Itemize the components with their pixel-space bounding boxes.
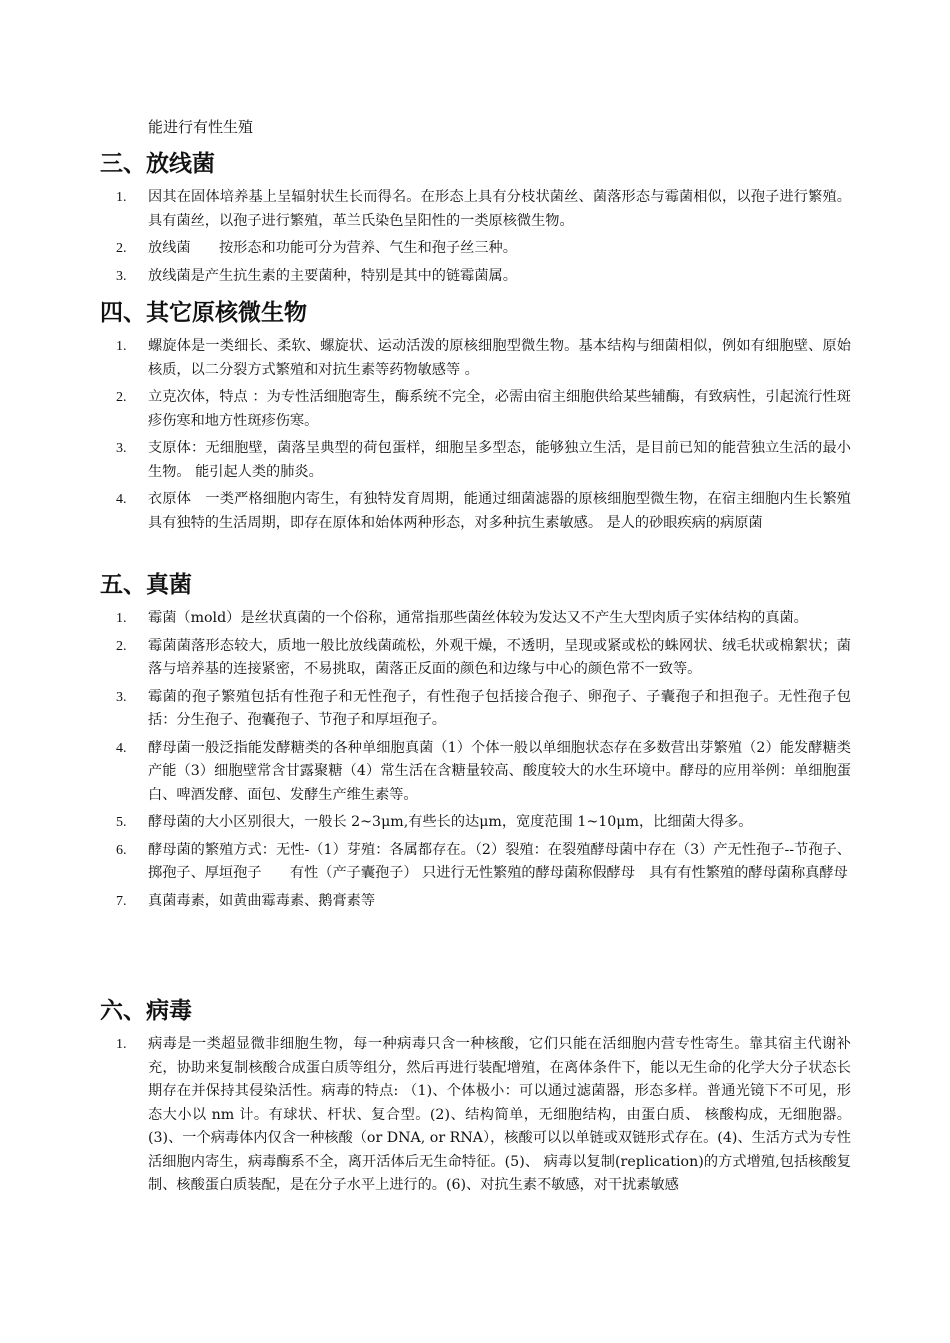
list-item (100, 607, 851, 631)
list-item (100, 811, 851, 835)
item-text: 支原体：无细胞壁，菌落呈典型的荷包蛋样，细胞呈多型态，能够独立生活，是目前已知的能营独立生活的最小生物。 能引起人类的肺炎。 (148, 440, 851, 480)
item-text: 病毒是一类超显微非细胞生物，每一种病毒只含一种核酸，它们只能在活细胞内营专性寄生。靠其宿主代谢补充，协助来复制核酸合成蛋白质等组分，然后再进行装配增殖，在离体条件下，能以无生命的化学大分子状态长期存在并保持其侵染活性。病毒的特点: （1)、个体极小：可以通过滤菌器，形态多样。普通光镜下不可见，形态大小以 nm 计。有球状、杆状、复合型。(2)、结构简单，无细胞结构，由蛋白质、 核酸构成，无细胞器。(3)、一个病毒体内仅含一种核酸（or DNA, or RNA），核酸可以以单链或双链形式存在。(4)、生活方式为专性活细胞内寄生，病毒酶系不全，离开活体后无生命特征。(5)、 病毒以复制(replication)的方式增殖,包括核酸复制、核酸蛋白质装配，是在分子水平上进行的。(6)、对抗生素不敏感，对干扰素敏感 (148, 1036, 851, 1193)
item-number: 3. (116, 441, 127, 456)
list-item (100, 437, 851, 484)
item-text: 立克次体，特点 ：为专性活细胞寄生，酶系统不完全，必需由宿主细胞供给某些辅酶，有致病性，引起流行性斑疹伤寒和地方性斑疹伤寒。 (148, 389, 851, 429)
item-text: 放线菌是产生抗生素的主要菌种，特别是其中的链霉菌属。 (148, 267, 517, 284)
item-text: 酵母菌的大小区别很大，一般长 2~3μm,有些长的达μm，宽度范围 1~10μm，比细菌大得多。 (148, 814, 753, 830)
continuation-text: 能进行有性生殖 (148, 118, 254, 136)
item-number: 5. (116, 815, 127, 830)
item-number: 6. (116, 842, 127, 858)
section-other-prokaryotes (100, 295, 860, 539)
list-item (100, 237, 851, 261)
item-number: 3. (116, 268, 127, 284)
item-text: 霉菌菌落形态较大，质地一般比放线菌疏松，外观干燥，不透明，呈现或紧或松的蛛网状、绒毛状或棉絮状；菌落与培养基的连接紧密，不易挑取，菌落正反面的颜色和边缘与中心的颜色常不一致等。 (148, 637, 851, 677)
list-item (100, 335, 851, 382)
section-heading: 五、真菌 (100, 572, 192, 598)
item-text: 放线菌 按形态和功能可分为营养、气生和孢子丝三种。 (148, 240, 517, 256)
item-number: 4. (116, 740, 127, 756)
section-viruses (100, 993, 860, 1202)
item-text: 酵母菌的繁殖方式：无性-（1）芽殖：各属都存在。（2）裂殖：在裂殖酵母菌中存在（3）产无性孢子--节孢子、掷孢子、厚垣孢子 有性（产子囊孢子） 只进行无性繁殖的酵母菌称假酵母 具有有性繁殖的酵母菌称真酵母 (148, 841, 851, 881)
list-item (100, 488, 851, 535)
item-number: 1. (116, 1037, 127, 1052)
item-text: 酵母菌一般泛指能发酵糖类的各种单细胞真菌（1）个体一般以单细胞状态存在多数营出芽繁殖（2）能发酵糖类产能（3）细胞壁常含甘露聚糖（4）常生活在含糖量较高、酸度较大的水生环境中。酵母的应用举例：单细胞蛋白、啤酒发酵、面包、发酵生产维生素等。 (148, 739, 851, 803)
section-fungi (100, 567, 860, 917)
section-heading: 四、其它原核微生物 (100, 300, 307, 326)
item-list (100, 1033, 860, 1198)
item-number: 1. (116, 190, 127, 205)
item-number: 4. (116, 492, 127, 507)
list-item (100, 386, 851, 433)
item-number: 3. (116, 689, 127, 705)
item-list (100, 335, 860, 535)
item-text: 霉菌（mold）是丝状真菌的一个俗称，通常指那些菌丝体较为发达又不产生大型肉质子实体结构的真菌。 (148, 610, 808, 626)
item-number: 2. (116, 638, 127, 654)
item-number: 1. (116, 611, 127, 626)
list-item (100, 635, 851, 682)
section-actinomycetes (100, 146, 860, 292)
list-item (100, 186, 851, 233)
list-item (100, 686, 851, 733)
item-number: 2. (116, 241, 127, 256)
item-number: 1. (116, 339, 127, 354)
item-text: 衣原体 一类严格细胞内寄生，有独特发育周期，能通过细菌滤器的原核细胞型微生物，在宿主细胞内生长繁殖具有独特的生活周期，即存在原体和始体两种形态，对多种抗生素敏感。 是人的砂眼疾病的病原菌 (148, 491, 851, 531)
item-number: 7. (116, 893, 127, 909)
item-text: 真菌毒素，如黄曲霉毒素、鹅膏素等 (148, 892, 376, 909)
list-item (100, 839, 851, 886)
item-text: 霉菌的孢子繁殖包括有性孢子和无性孢子，有性孢子包括接合孢子、卵孢子、子囊孢子和担孢子。无性孢子包括：分生孢子、孢囊孢子、节孢子和厚垣孢子。 (148, 688, 851, 728)
item-text: 螺旋体是一类细长、柔软、螺旋状、运动活泼的原核细胞型微生物。基本结构与细菌相似，例如有细胞壁、原始核质，以二分裂方式繁殖和对抗生素等药物敏感等 。 (148, 338, 851, 378)
list-item (100, 890, 851, 914)
list-item (100, 1033, 851, 1198)
item-list (100, 186, 860, 288)
item-text: 因其在固体培养基上呈辐射状生长而得名。在形态上具有分枝状菌丝、菌落形态与霉菌相似，以孢子进行繁殖。 具有菌丝，以孢子进行繁殖，革兰氏染色呈阳性的一类原核微生物。 (148, 189, 851, 229)
list-item (100, 265, 851, 289)
section-heading: 三、放线菌 (100, 151, 215, 177)
item-number: 2. (116, 390, 127, 405)
item-list (100, 607, 860, 913)
list-item (100, 737, 851, 808)
section-heading: 六、病毒 (100, 998, 192, 1024)
